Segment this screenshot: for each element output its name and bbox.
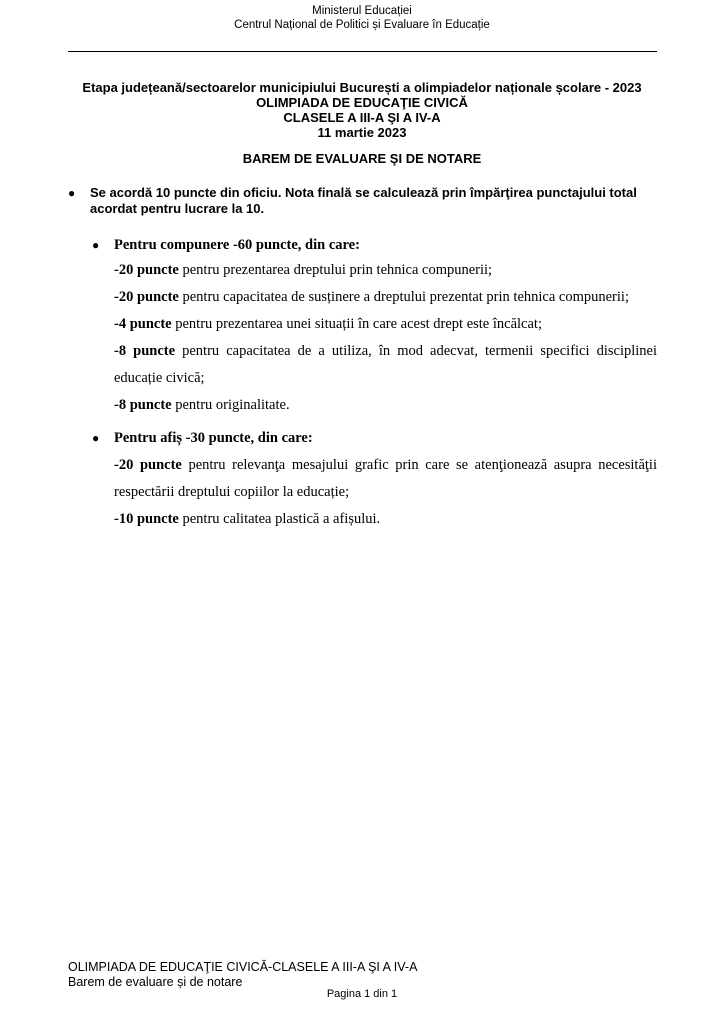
intro-text: Se acordă 10 puncte din oficiu. Nota finală se calculează prin împărţirea punctajului total acordat pentru lucrare la 10. — [90, 185, 637, 216]
section-poster — [92, 428, 657, 533]
title-olympiad: OLIMPIADA DE EDUCAŢIE CIVICĂ — [256, 95, 468, 110]
list-item: -8 puncte pentru originalitate. — [114, 397, 290, 413]
page-header — [0, 4, 724, 32]
title-classes: CLASELE A III-A ŞI A IV-A — [283, 110, 441, 125]
list-item: -20 puncte pentru capacitatea de susținere a dreptului prezentat prin tehnica compunerii; — [114, 289, 629, 305]
page-number: Pagina 1 din 1 — [326, 988, 398, 1000]
section-composition — [92, 235, 657, 419]
footer-title: OLIMPIADA DE EDUCAŢIE CIVICĂ-CLASELE A III-A ŞI A IV-A — [68, 960, 418, 974]
header-divider — [68, 51, 657, 52]
footer-subtitle: Barem de evaluare și de notare — [68, 975, 243, 989]
bullet-icon: ● — [68, 186, 76, 200]
header-ministry: Ministerul Educației — [312, 5, 412, 17]
barem-heading: BAREM DE EVALUARE ŞI DE NOTARE — [242, 151, 482, 166]
document-title — [0, 80, 724, 140]
list-item: -20 puncte pentru prezentarea dreptului prin tehnica compunerii; — [114, 262, 493, 278]
title-stage: Etapa județeană/sectoarelor municipiului București a olimpiadelor naționale școlare - 2023 — [82, 80, 642, 95]
title-date: 11 martie 2023 — [317, 125, 407, 140]
list-item: -8 puncte pentru capacitatea de a utiliza, în mod adecvat, termenii specifici disciplinei educație civică; — [114, 343, 657, 386]
list-item: -10 puncte pentru calitatea plastică a afișului. — [114, 511, 381, 527]
bullet-icon: ● — [92, 238, 100, 252]
list-item: -20 puncte pentru relevanţa mesajului grafic prin care se atenţionează asupra necesităţii respectării dreptului copiilor la educație; — [114, 457, 657, 500]
list-item: -4 puncte pentru prezentarea unei situații în care acest drept este încălcat; — [114, 316, 542, 332]
section-composition-heading: ● Pentru compunere -60 puncte, din care: — [92, 237, 360, 253]
header-center: Centrul Național de Politici și Evaluare în Educație — [234, 19, 490, 31]
section-poster-heading: ● Pentru afiș -30 puncte, din care: — [92, 430, 313, 446]
bullet-icon: ● — [92, 431, 100, 445]
intro-bullet — [68, 185, 658, 217]
page-footer — [68, 960, 417, 990]
